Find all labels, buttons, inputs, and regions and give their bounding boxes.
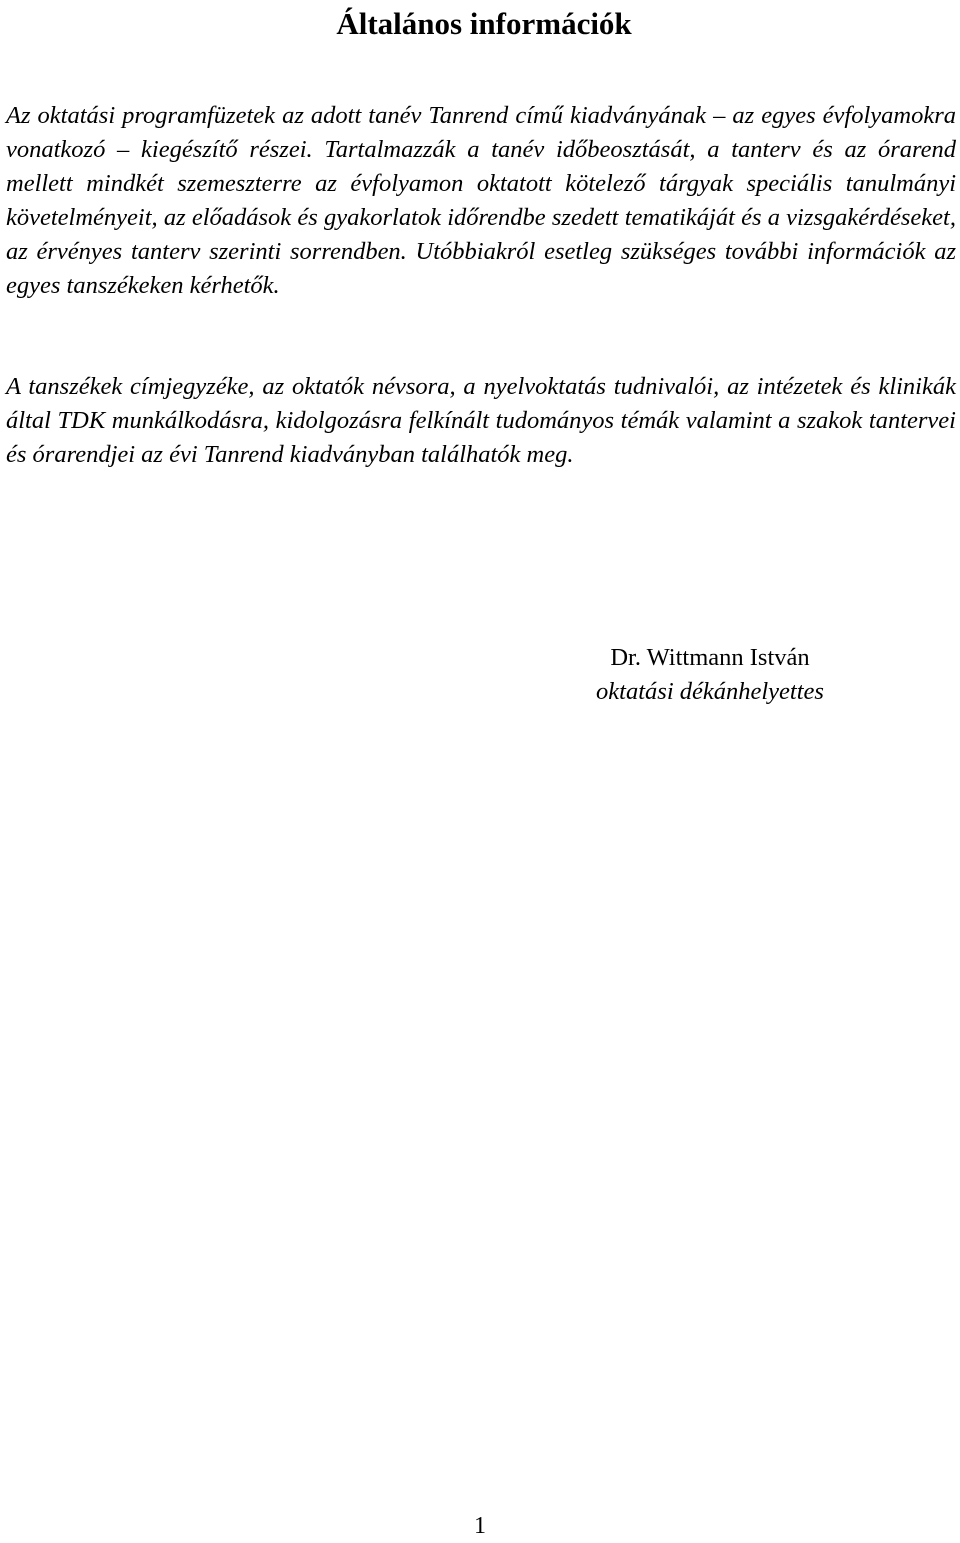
signature-name: Dr. Wittmann István [610,644,810,671]
signature-title: oktatási dékánhelyettes [596,678,824,705]
page-title: Általános információk [336,6,632,41]
paragraph-references: A tanszékek címjegyzéke, az oktatók névsora, a nyelvoktatás tudnivalói, az intézetek és klinikák által TDK munkálkodásra, kidolgozásra felkínált tudományos témák valamint a szakok tantervei és órarendjei az évi Tanrend kiadványban találhatók meg. [6,373,956,468]
page-number: 1 [474,1513,486,1539]
paragraph-intro: Az oktatási programfüzetek az adott tanév Tanrend című kiadványának – az egyes évfolyamokra vonatkozó – kiegészítő részei. Tartalmazzák a tanév időbeosztását, a tanterv és az órarend mellett mindkét szemeszterre az évfolyamon oktatott kötelező tárgyak speciális tanulmányi követelményeit, az előadások és gyakorlatok időrendbe szedett tematikáját és a vizsgakérdéseket, az érvényes tanterv szerinti sorrendben. Utóbbiakról esetleg szükséges további információk az egyes tanszékeken kérhetők. [6,102,956,299]
signature-block [560,641,860,709]
